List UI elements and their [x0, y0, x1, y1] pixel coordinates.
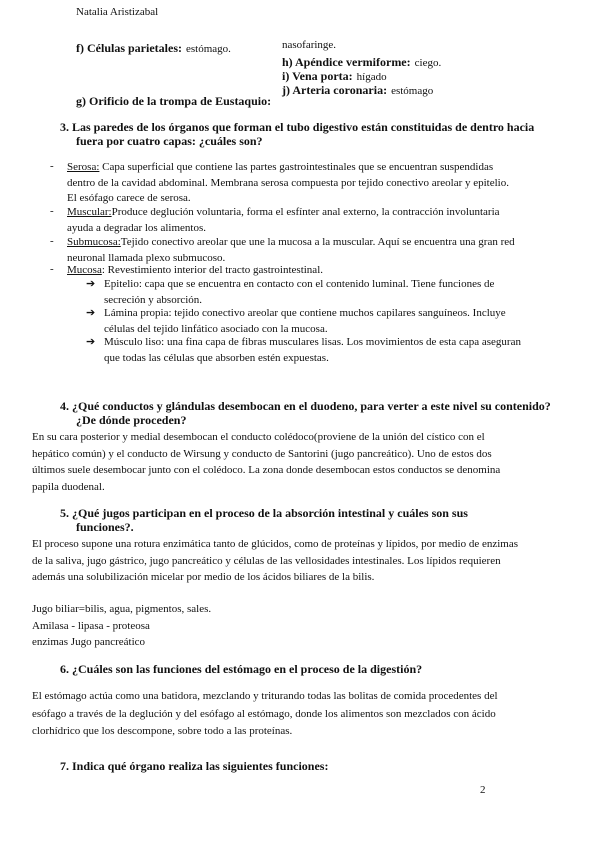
serosa-term: Serosa:	[67, 161, 100, 173]
item-f-value: estómago.	[185, 43, 231, 55]
muscular-text-1: Produce deglución voluntaria, forma el esfínter anal externo, la contracción involuntaria	[111, 206, 500, 218]
q4-answer-line2: hepático común) y el conducto de Wirsung y conducto de Santorini (jugo pancreático). Uno de estos dos	[32, 447, 492, 460]
serosa-text-1: Capa superficial que contiene las partes gastrointestinales que se encuentran suspendidas	[102, 161, 494, 173]
item-i-value: hígado	[356, 71, 387, 83]
lamina-text-1: Lámina propia: tejido conectivo areolar que contiene muchos capilares sanguíneos. Incluye	[104, 307, 506, 319]
epitelio-text-1: Epitelio: capa que se encuentra en contacto con el contenido luminal. Tiene funciones de	[104, 278, 495, 290]
musculo-text-2: que todas las células que absorben estén expuestas.	[104, 351, 329, 364]
q5-answer-line3: además una solubilización micelar por medio de los ácidos biliares de la bilis.	[32, 571, 375, 583]
q4-answer-line4: papila duodenal.	[32, 480, 105, 493]
epitelio-text-2: secreción y absorción.	[104, 293, 203, 306]
q7-heading: 7. Indica qué órgano realiza las siguientes funciones:	[60, 759, 329, 773]
submucosa-item	[67, 235, 515, 266]
serosa-text-2: dentro de la cavidad abdominal. Membrana serosa compuesta por tejido conectivo areolar y epitelio.	[67, 176, 509, 189]
q5-answer	[32, 536, 518, 586]
lamina-item	[104, 306, 506, 337]
lamina-text-2: células del tejido linfático asociado con la mucosa.	[104, 322, 328, 335]
item-g-label: g) Orificio de la trompa de Eustaquio:	[76, 94, 272, 108]
item-j	[282, 81, 433, 99]
bullet-dash: -	[50, 205, 54, 217]
nasofaringe-text: nasofaringe.	[282, 39, 337, 51]
bullet-dash: -	[50, 160, 54, 172]
q3-heading-line1: 3. Las paredes de los órganos que forman el tubo digestivo están constituidas de dentro hacia	[60, 120, 535, 134]
q6-answer-line1: El estómago actúa como una batidora, mezclando y triturando todas las bolitas de comida procedentes del	[32, 690, 498, 702]
q5-list	[32, 601, 211, 651]
q5-heading-line2: funciones?.	[76, 520, 134, 534]
item-i-label: i) Vena porta:	[282, 69, 353, 83]
q5-answer-line2: de la saliva, jugo gástrico, jugo pancreático y células de las vellosidades intestinales. Los lípidos requieren	[32, 554, 501, 567]
q5-list-item: Jugo biliar=bilis, agua, pigmentos, sales.	[32, 603, 212, 615]
q5-heading-line1: 5. ¿Qué jugos participan en el proceso de la absorción intestinal y cuáles son sus	[60, 506, 468, 520]
epitelio-item	[104, 277, 494, 308]
author-name: Natalia Aristizabal	[76, 6, 159, 18]
page-number: 2	[480, 784, 486, 796]
q3-heading-line2: fuera por cuatro capas: ¿cuáles son?	[76, 134, 263, 148]
arrow-icon: ➔	[86, 336, 96, 348]
item-j-value: estómago	[391, 85, 434, 97]
item-f-label: f) Células parietales:	[76, 41, 182, 55]
submucosa-text-1: Tejido conectivo areolar que une la mucosa a la muscular. Aquí se encuentra una gran red	[120, 236, 515, 248]
q6-answer-line2: esófago a través de la deglución y del esófago al estómago, donde los alimentos son mezclados con ácido	[32, 707, 496, 720]
q5-answer-line1: El proceso supone una rotura enzimática tanto de glúcidos, como de proteínas y lípidos, por medio de enzimas	[32, 538, 519, 550]
mucosa-term: Mucosa	[67, 264, 102, 276]
arrow-icon: ➔	[86, 278, 96, 290]
serosa-text-3: El esófago carece de serosa.	[67, 192, 191, 204]
mucosa-text-1: : Revestimiento interior del tracto gastrointestinal.	[101, 264, 323, 276]
q4-heading-line2: ¿De dónde proceden?	[76, 413, 187, 427]
q6-heading: 6. ¿Cuáles son las funciones del estómago en el proceso de la digestión?	[60, 662, 423, 676]
q6-answer	[32, 688, 498, 741]
q6-answer-line3: clorhídrico que los descompone, sobre todo a las proteínas.	[32, 725, 293, 737]
arrow-icon: ➔	[86, 307, 96, 319]
musculo-text-1: Músculo liso: una fina capa de fibras musculares lisas. Los movimientos de esta capa aseguran	[104, 336, 521, 348]
submucosa-term: Submucosa:	[67, 236, 121, 248]
musculo-item	[104, 335, 521, 366]
q4-answer	[32, 429, 500, 495]
item-h-value: ciego.	[414, 57, 442, 69]
q4-answer-line3: últimos suele desembocar junto con el colédoco. La zona donde desembocan estos conductos se denomina	[32, 464, 501, 476]
item-h-label: h) Apéndice vermiforme:	[282, 55, 411, 69]
serosa-item	[67, 160, 509, 207]
item-j-label: j) Arteria coronaria:	[282, 83, 388, 97]
submucosa-text-2: neuronal llamada plexo submucoso.	[67, 251, 226, 264]
bullet-dash: -	[50, 263, 54, 275]
q5-list-item: enzimas Jugo pancreático	[32, 636, 146, 648]
q5-list-item: Amilasa - lipasa - proteosa	[32, 619, 150, 632]
item-f	[76, 39, 231, 57]
q4-answer-line1: En su cara posterior y medial desembocan el conducto colédoco(proviene de la unión del cístico con el	[32, 431, 485, 443]
bullet-dash: -	[50, 235, 54, 247]
q4-heading-line1: 4. ¿Qué conductos y glándulas desembocan en el duodeno, para verter a este nivel su contenido?	[60, 399, 551, 413]
muscular-item	[67, 205, 500, 236]
muscular-term: Muscular:	[67, 206, 112, 218]
muscular-text-2: ayuda a degradar los alimentos.	[67, 221, 206, 234]
